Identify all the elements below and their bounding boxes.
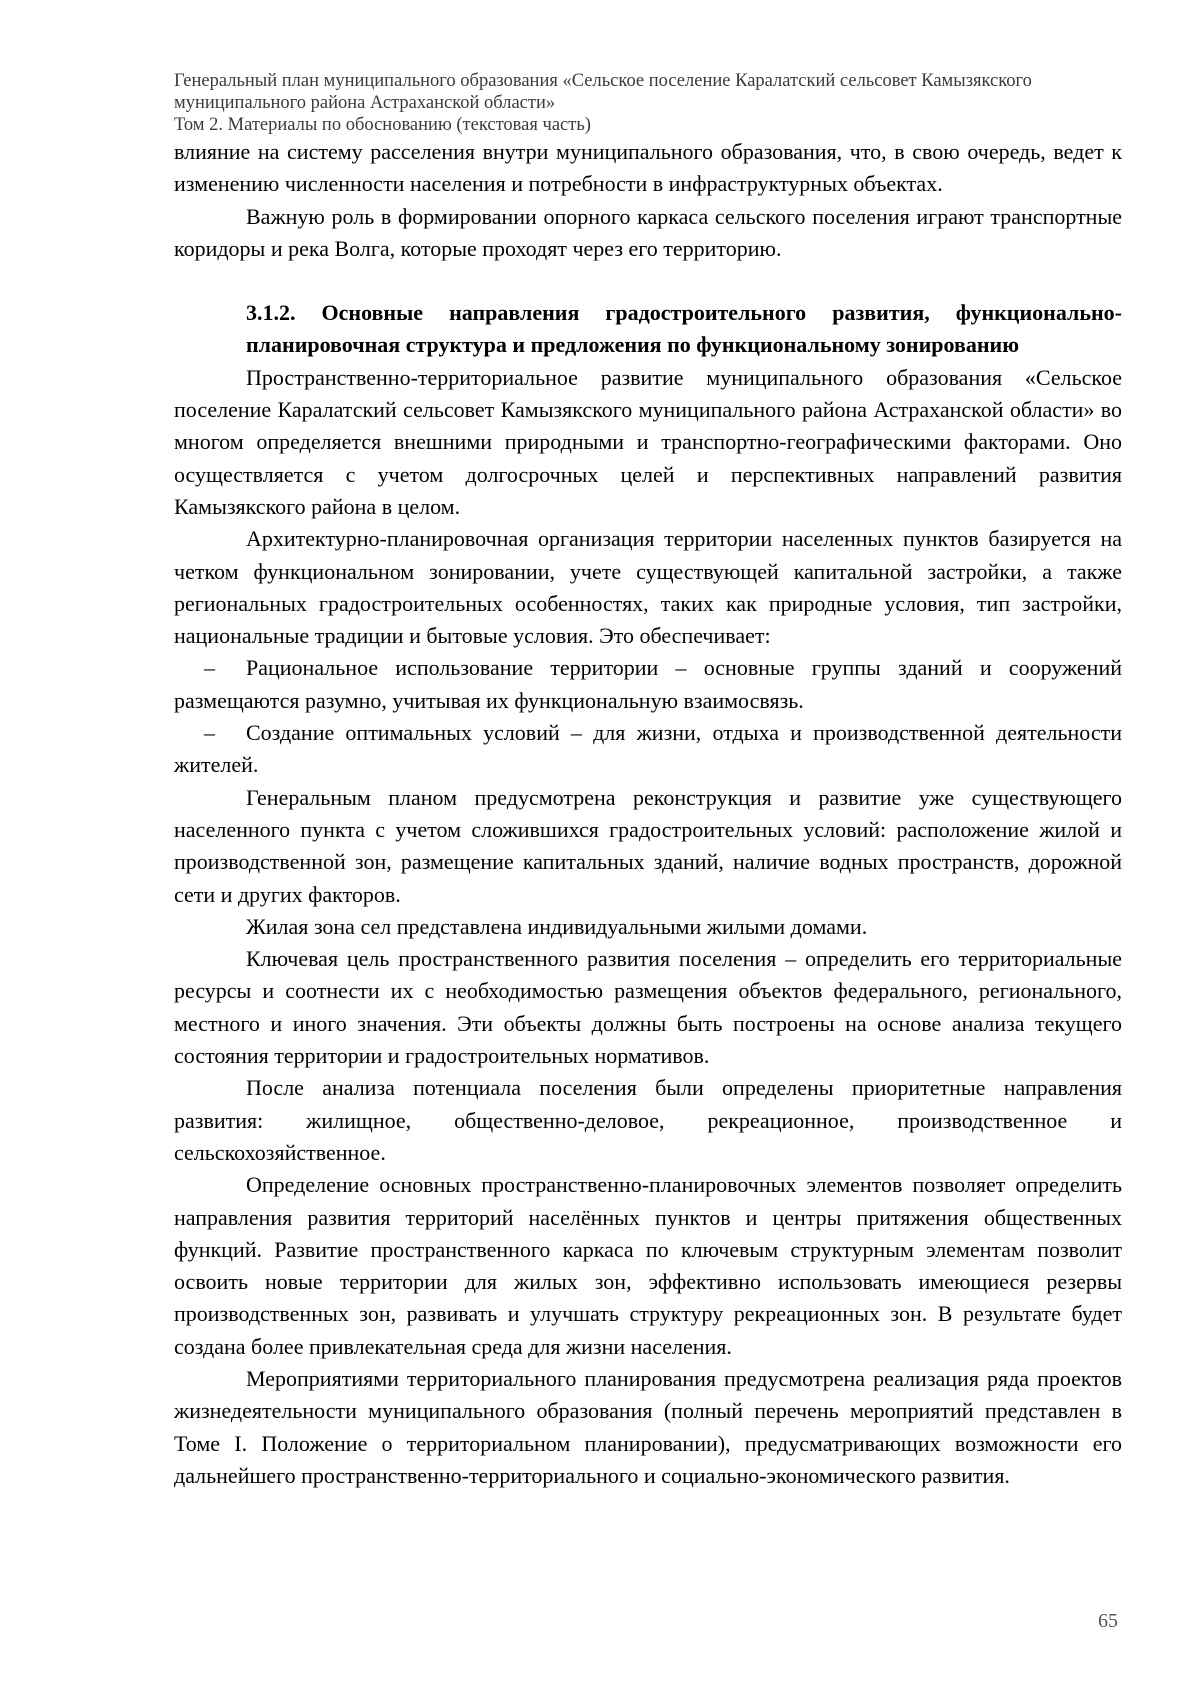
paragraph-intro: влияние на систему расселения внутри муниципального образования, что, в свою очередь, ведет к изменению численности населения и потребности в инфраструктурных объектах. [174,139,1122,197]
body-text [174,136,1122,1492]
paragraph-7: Определение основных пространственно-планировочных элементов позволяет определить направления развития территорий населённых пунктов и центры притяжения общественных функций. Развитие пространственного каркаса по ключевым структурным элементам позволит освоить новые территории для жилых зон, эффективно использовать имеющиеся резервы производственных зон, развивать и улучшать структуру рекреационных зон. В результате будет создана более привлекательная среда для жизни населения. [174,1172,1122,1359]
document-page [174,70,1122,1492]
bullet-text-1: Рациональное использование территории – основные группы зданий и сооружений размещаются разумно, учитывая их функциональную взаимосвязь. [174,655,1122,713]
paragraph-role: Важную роль в формировании опорного каркаса сельского поселения играют транспортные коридоры и река Волга, которые проходят через его территорию. [174,203,1122,261]
header-line-2: муниципального района Астраханской области» [174,93,556,113]
paragraph-3: Генеральным планом предусмотрена реконструкция и развитие уже существующего населенного пункта с учетом сложившихся градостроительных условий: расположение жилой и производственной зон, размещение капитальных зданий, наличие водных пространств, дорожной сети и других факторов. [174,784,1122,907]
bullet-item-2 [174,717,1122,782]
header-line-1: Генеральный план муниципального образования «Сельское поселение Каралатский сельсовет Камызякского [174,71,1032,91]
page-number: 65 [1098,1610,1118,1632]
paragraph-2: Архитектурно-планировочная организация территории населенных пунктов базируется на четком функциональном зонировании, учете существующей капитальной застройки, а также региональных градостроительных особенностях, таких как природные условия, тип застройки, национальные традиции и бытовые условия. Это обеспечивает: [174,526,1122,649]
bullet-dash: – [204,720,215,746]
bullet-text-2: Создание оптимальных условий – для жизни, отдыха и производственной деятельности жителей. [174,720,1122,778]
paragraph-5: Ключевая цель пространственного развития поселения – определить его территориальные ресурсы и соотнести их с необходимостью размещения объектов федерального, регионального, местного и иного значения. Эти объекты должны быть построены на основе анализа текущего состояния территории и градостроительных нормативов. [174,946,1122,1069]
bullet-dash: – [204,655,215,681]
paragraph-4: Жилая зона сел представлена индивидуальными жилыми домами. [246,913,868,939]
paragraph-8: Мероприятиями территориального планирования предусмотрена реализация ряда проектов жизнедеятельности муниципального образования (полный перечень мероприятий представлен в Томе I. Положение о территориальном планировании), предусматривающих возможности его дальнейшего пространственно-территориального и социально-экономического развития. [174,1365,1122,1488]
bullet-item-1 [174,652,1122,717]
paragraph-1: Пространственно-территориальное развитие муниципального образования «Сельское поселение Каралатский сельсовет Камызякского муниципального района Астраханской области» во многом определяется внешними природными и транспортно-географическими факторами. Оно осуществляется с учетом долгосрочных целей и перспективных направлений развития Камызякского района в целом. [174,364,1122,519]
header-line-3: Том 2. Материалы по обоснованию (текстовая часть) [174,115,591,135]
paragraph-6: После анализа потенциала поселения были определены приоритетные направления развития: жилищное, общественно-деловое, рекреационное, производственное и сельскохозяйственное. [174,1075,1122,1165]
section-heading: 3.1.2. Основные направления градостроительного развития, функционально-планировочная структура и предложения по функциональному зонированию [246,300,1122,358]
running-header [174,70,1122,136]
